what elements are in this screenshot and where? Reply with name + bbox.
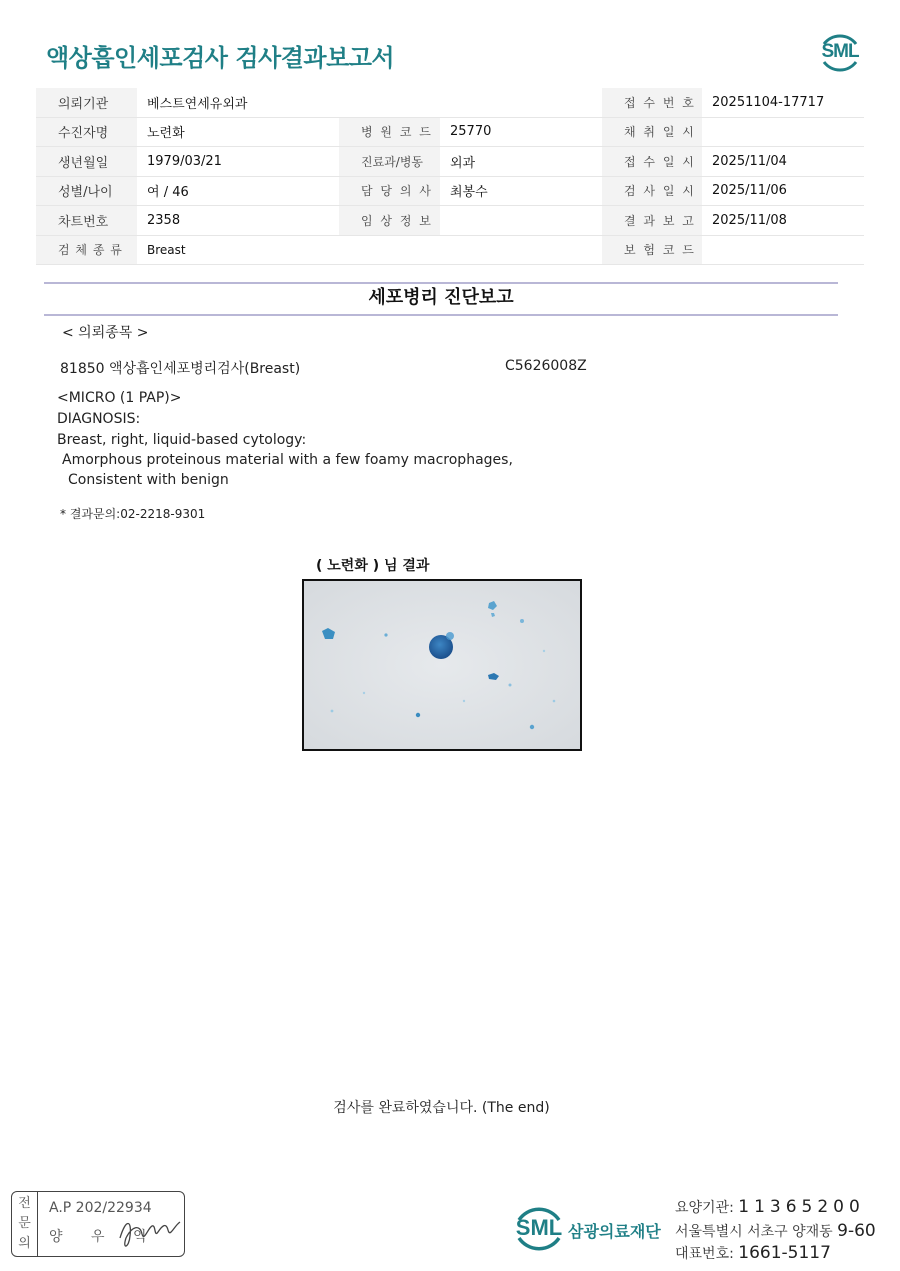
label-sex-age: 성별/나이 [36,176,137,206]
address [675,1221,876,1241]
value-specimen-type: Breast [137,235,339,265]
footer-logo-text: SML [515,1215,563,1240]
photo-caption: ( 노련화 ) 님 결과 [316,558,430,574]
diagnosis-conclusion: Consistent with benign [68,472,229,488]
inquiry-phone: * 결과문의:02-2218-9301 [60,507,206,521]
value-chart-number: 2358 [137,206,339,236]
logo-ring-icon [510,1200,568,1256]
value-receipt-number: 20251104-17717 [702,88,864,117]
address-text: 서울특별시 서초구 양재동 [675,1224,833,1240]
table-row [36,147,864,177]
value-clinical-info [440,206,602,236]
report-title: 액상흡인세포검사 검사결과보고서 [46,44,395,72]
section-bottom-rule [44,314,838,316]
value-receipt-date: 2025/11/04 [702,147,864,177]
label-receipt-date: 접 수 일 시 [602,147,702,177]
table-row [36,235,864,265]
logo-text: SML [821,41,859,62]
cytology-image [302,579,582,751]
label-department: 진료과/병동 [339,147,440,177]
footer-sml-logo [510,1200,568,1256]
address-number: 9-60 [837,1221,876,1241]
label-birth-date: 생년월일 [36,147,137,177]
section-title: 세포병리 진단보고 [368,287,514,308]
value-report-date: 2025/11/08 [702,206,864,236]
label-chart-number: 차트번호 [36,206,137,236]
end-note: 검사를 완료하였습니다. (The end) [333,1100,550,1116]
value-hospital-code: 25770 [440,117,602,147]
order-heading: < 의뢰종목 > [62,325,149,341]
value-patient-name: 노련화 [137,117,339,147]
patient-info-table [36,88,864,265]
institution-code [675,1197,865,1217]
main-phone [675,1243,831,1263]
value-birth-date: 1979/03/21 [137,147,339,177]
license-number: A.P 202/22934 [49,1200,152,1216]
label-collection-date: 채 취 일 시 [602,117,702,147]
pathologist-name: 양 우 익 [49,1229,159,1245]
table-row [36,176,864,206]
value-physician: 최봉수 [440,176,602,206]
micro-heading: <MICRO (1 PAP)> [57,390,182,406]
value-collection-date [702,117,864,147]
value-sex-age: 여 / 46 [137,176,339,206]
label-clinical-info: 임 상 정 보 [339,206,440,236]
pathologist-stamp [11,1191,185,1257]
label-requesting-org: 의뢰기관 [36,88,137,117]
value-department: 외과 [440,147,602,177]
label-patient-name: 수진자명 [36,117,137,147]
label-test-date: 검 사 일 시 [602,176,702,206]
table-row [36,206,864,236]
value-requesting-org: 베스트연세유외과 [137,88,339,117]
table-row [36,117,864,147]
label-hospital-code: 병 원 코 드 [339,117,440,147]
stamp-side-label: 전문의 [12,1192,38,1256]
value-insurance-code [702,235,864,265]
institution-code-label: 요양기관: [675,1200,734,1216]
main-phone-label: 대표번호: [675,1246,734,1262]
label-report-date: 결 과 보 고 [602,206,702,236]
value-test-date: 2025/11/06 [702,176,864,206]
diagnosis-finding: Amorphous proteinous material with a few foamy macrophages, [62,452,513,468]
table-row [36,88,864,117]
diagnosis-site: Breast, right, liquid-based cytology: [57,432,307,448]
order-item: 81850 액상흡인세포병리검사(Breast) [60,361,301,377]
diagnosis-label: DIAGNOSIS: [57,411,141,427]
signature-icon [112,1208,184,1252]
label-specimen-type: 검 체 종 류 [36,235,137,265]
institution-code-value: 11365200 [738,1197,865,1217]
label-insurance-code: 보 험 코 드 [602,235,702,265]
sml-logo [816,28,864,76]
order-code: C5626008Z [505,358,587,374]
microscope-slide-image [304,581,580,749]
label-receipt-number: 접 수 번 호 [602,88,702,117]
footer-org-name: 삼광의료재단 [568,1222,661,1241]
main-phone-value: 1661-5117 [738,1243,831,1263]
label-physician: 담 당 의 사 [339,176,440,206]
